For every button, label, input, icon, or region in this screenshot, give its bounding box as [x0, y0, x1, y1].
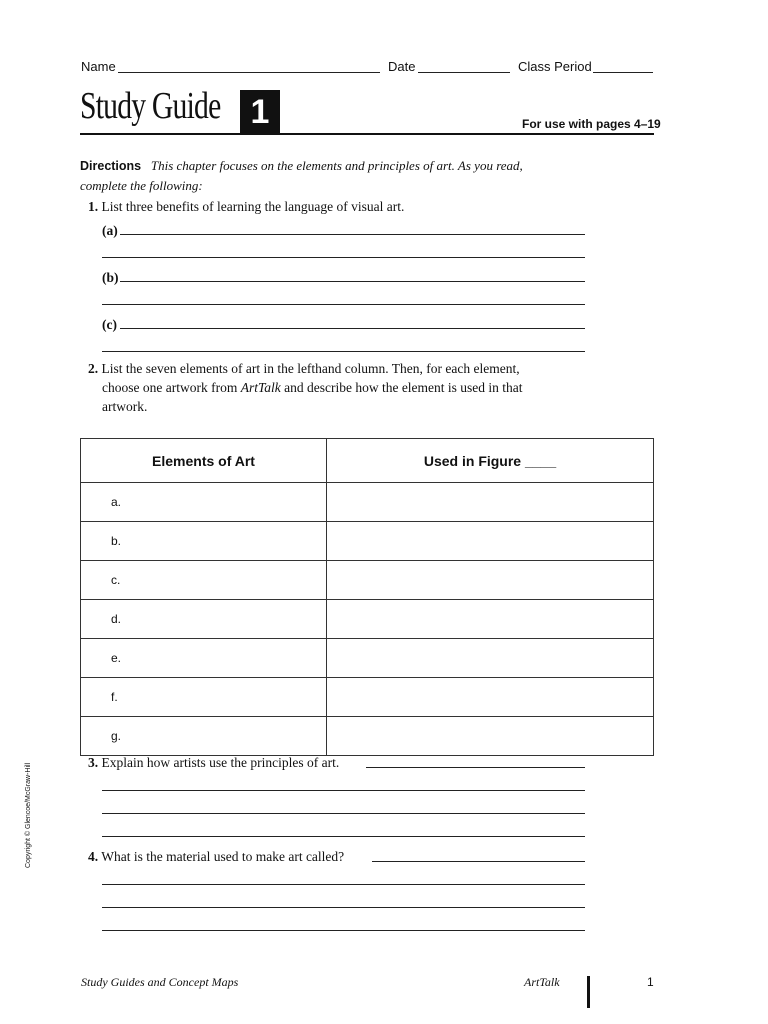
directions	[80, 156, 570, 195]
elements-table	[80, 438, 654, 756]
question-2-line-1: List the seven elements of art in the lefthand column. Then, for each element,	[101, 361, 520, 376]
question-3-line-3[interactable]	[102, 813, 585, 814]
part-b-line-1[interactable]	[120, 281, 585, 282]
chapter-badge: 1	[240, 90, 280, 134]
table-row	[81, 678, 654, 717]
class-period-label: Class Period	[518, 59, 592, 74]
footer-bar	[587, 976, 590, 1008]
table-row	[81, 639, 654, 678]
part-c-line-2[interactable]	[102, 351, 585, 352]
directions-text: This chapter focuses on the elements and principles of art. As you read, complete the following:	[80, 158, 523, 193]
question-2-book-title: ArtTalk	[240, 380, 281, 395]
part-b-label: (b)	[102, 270, 119, 285]
question-2-number: 2.	[88, 361, 99, 376]
directions-label: Directions	[80, 159, 142, 173]
figure-cell[interactable]	[327, 639, 654, 678]
question-1-text: List three benefits of learning the language of visual art.	[101, 199, 405, 214]
question-2-line-2-pre: choose one artwork from	[102, 380, 241, 395]
question-3	[88, 753, 339, 772]
name-label: Name	[81, 59, 116, 74]
name-field[interactable]	[118, 72, 380, 73]
class-period-field[interactable]	[593, 72, 653, 73]
figure-cell[interactable]	[327, 561, 654, 600]
table-row	[81, 522, 654, 561]
question-4-line-2[interactable]	[102, 884, 585, 885]
question-4-line-1[interactable]	[372, 861, 585, 862]
copyright-notice: Copyright © Glencoe/McGraw-Hill	[25, 762, 32, 868]
question-2-line-2-post: and describe how the element is used in that	[280, 380, 523, 395]
row-label[interactable]: e.	[81, 639, 327, 678]
row-label[interactable]: c.	[81, 561, 327, 600]
table-row	[81, 561, 654, 600]
date-label: Date	[388, 59, 416, 74]
question-2	[88, 359, 523, 416]
row-label[interactable]: b.	[81, 522, 327, 561]
question-4	[88, 847, 344, 866]
part-b-line-2[interactable]	[102, 304, 585, 305]
footer-book-title: ArtTalk	[524, 975, 560, 989]
figure-cell[interactable]	[327, 717, 654, 756]
table-row	[81, 600, 654, 639]
elements-of-art-header: Elements of Art	[81, 439, 327, 483]
row-label[interactable]: g.	[81, 717, 327, 756]
page-title: Study Guide	[80, 85, 221, 127]
part-a-line-2[interactable]	[102, 257, 585, 258]
table-row	[81, 483, 654, 522]
part-c-label: (c)	[102, 317, 117, 332]
question-1	[88, 197, 404, 216]
figure-cell[interactable]	[327, 522, 654, 561]
figure-cell[interactable]	[327, 678, 654, 717]
part-a-line-1[interactable]	[120, 234, 585, 235]
question-3-line-2[interactable]	[102, 790, 585, 791]
question-3-line-4[interactable]	[102, 836, 585, 837]
question-3-line-1[interactable]	[366, 767, 585, 768]
date-field[interactable]	[418, 72, 510, 73]
question-1-number: 1.	[88, 199, 99, 214]
figure-cell[interactable]	[327, 600, 654, 639]
figure-cell[interactable]	[327, 483, 654, 522]
question-4-text: What is the material used to make art called?	[101, 849, 345, 864]
row-label[interactable]: a.	[81, 483, 327, 522]
part-c-line-1[interactable]	[120, 328, 585, 329]
row-label[interactable]: d.	[81, 600, 327, 639]
question-4-line-3[interactable]	[102, 907, 585, 908]
question-3-text: Explain how artists use the principles of art.	[101, 755, 340, 770]
part-a-label: (a)	[102, 223, 118, 238]
question-3-number: 3.	[88, 755, 99, 770]
footer-left: Study Guides and Concept Maps	[81, 975, 239, 989]
question-2-line-3: artwork.	[102, 399, 148, 414]
header-divider	[80, 133, 654, 135]
page-number: 1	[647, 975, 654, 989]
table-row	[81, 717, 654, 756]
question-4-line-4[interactable]	[102, 930, 585, 931]
row-label[interactable]: f.	[81, 678, 327, 717]
pages-note: For use with pages 4–19	[522, 117, 661, 131]
used-in-figure-header: Used in Figure ____	[327, 439, 654, 483]
question-4-number: 4.	[88, 849, 99, 864]
table-header-row	[81, 439, 654, 483]
